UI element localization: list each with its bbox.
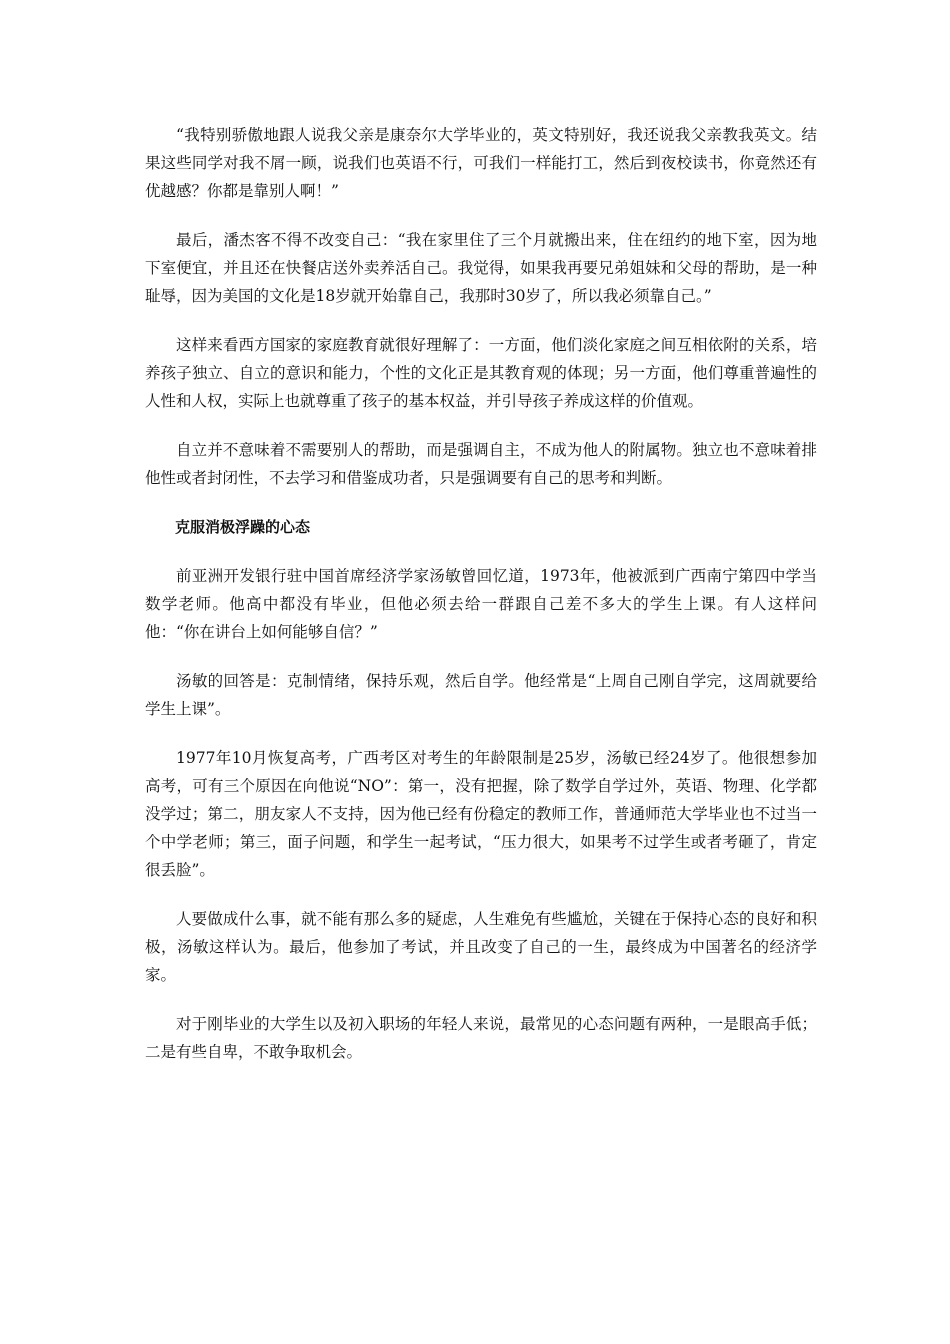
paragraph: 前亚洲开发银行驻中国首席经济学家汤敏曾回忆道，1973年，他被派到广西南宁第四中学当数学老师。他高中都没有毕业，但他必须去给一群跟自己差不多大的学生上课。有人这样问他：“你在讲台上如何能够自信？” bbox=[145, 567, 817, 641]
document-page bbox=[145, 121, 817, 1087]
paragraph: 人要做成什么事，就不能有那么多的疑虑，人生难免有些尴尬，关键在于保持心态的良好和积极，汤敏这样认为。最后，他参加了考试，并且改变了自己的一生，最终成为中国著名的经济学家。 bbox=[145, 910, 817, 984]
paragraph: “我特别骄傲地跟人说我父亲是康奈尔大学毕业的，英文特别好，我还说我父亲教我英文。结果这些同学对我不屑一顾，说我们也英语不行，可我们一样能打工，然后到夜校读书，你竟然还有优越感？你都是靠别人啊！” bbox=[145, 126, 817, 200]
paragraph: 汤敏的回答是：克制情绪，保持乐观，然后自学。他经常是“上周自己刚自学完，这周就要给学生上课”。 bbox=[145, 672, 817, 718]
paragraph: 自立并不意味着不需要别人的帮助，而是强调自主，不成为他人的附属物。独立也不意味着排他性或者封闭性，不去学习和借鉴成功者，只是强调要有自己的思考和判断。 bbox=[145, 441, 817, 487]
section-heading: 克服消极浮躁的心态 bbox=[175, 518, 311, 536]
paragraph: 最后，潘杰客不得不改变自己：“我在家里住了三个月就搬出来，住在纽约的地下室，因为地下室便宜，并且还在快餐店送外卖养活自己。我觉得，如果我再要兄弟姐妹和父母的帮助，是一种耻辱，因为美国的文化是18岁就开始靠自己，我那时30岁了，所以我必须靠自己。” bbox=[145, 231, 817, 305]
paragraph: 这样来看西方国家的家庭教育就很好理解了：一方面，他们淡化家庭之间互相依附的关系，培养孩子独立、自立的意识和能力，个性的文化正是其教育观的体现；另一方面，他们尊重普遍性的人性和人权，实际上也就尊重了孩子的基本权益，并引导孩子养成这样的价值观。 bbox=[145, 336, 817, 410]
paragraph: 1977年10月恢复高考，广西考区对考生的年龄限制是25岁，汤敏已经24岁了。他很想参加高考，可有三个原因在向他说“NO”：第一，没有把握，除了数学自学过外，英语、物理、化学都没学过；第二，朋友家人不支持，因为他已经有份稳定的教师工作，普通师范大学毕业也不过当一个中学老师；第三，面子问题，和学生一起考试，“压力很大，如果考不过学生或者考砸了，肯定很丢脸”。 bbox=[145, 749, 817, 879]
paragraph: 对于刚毕业的大学生以及初入职场的年轻人来说，最常见的心态问题有两种，一是眼高手低；二是有些自卑，不敢争取机会。 bbox=[145, 1015, 817, 1061]
